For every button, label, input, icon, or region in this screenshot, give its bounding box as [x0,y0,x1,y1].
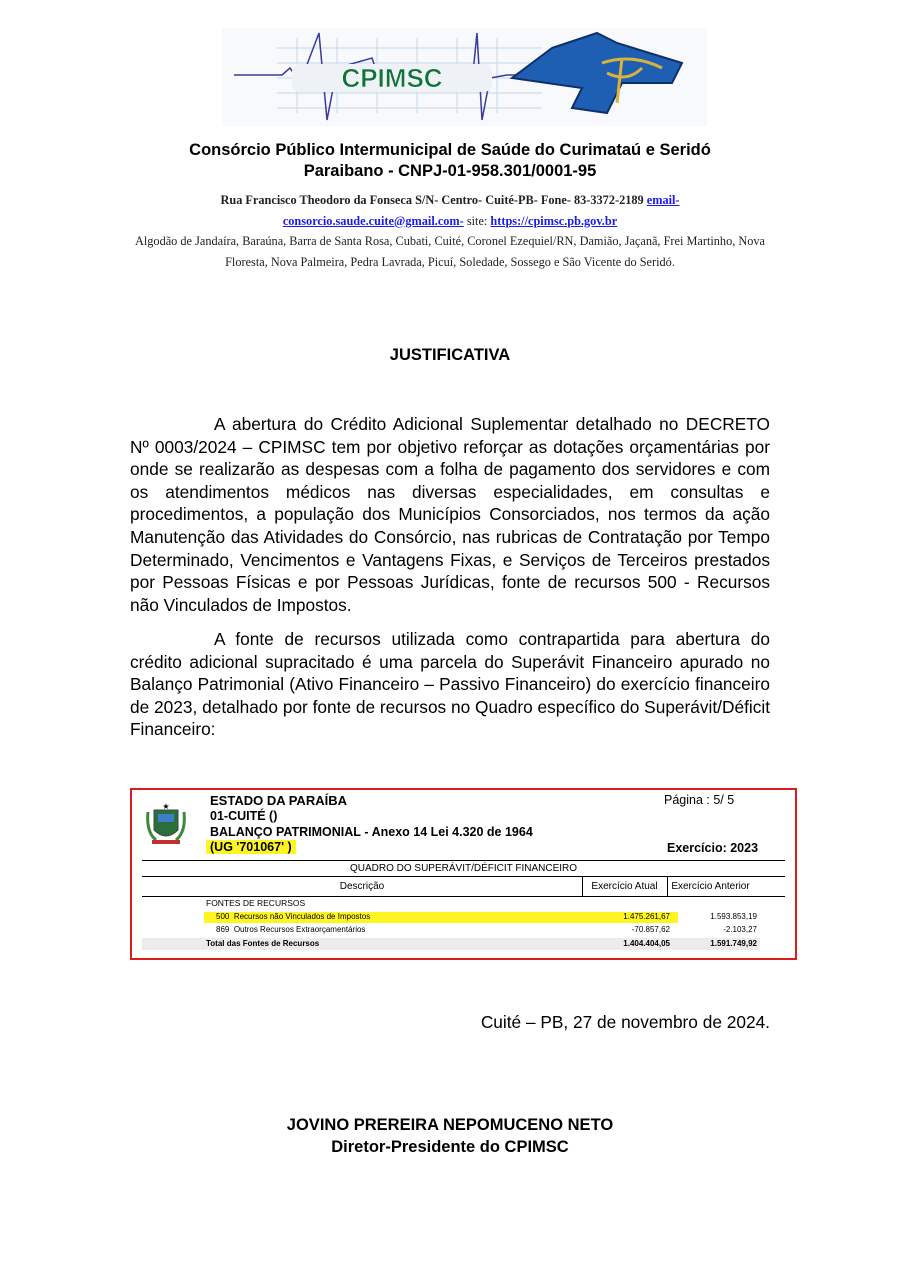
column-header-exercicio-atual: Exercício Atual [591,881,658,892]
total-atual: 1.404.404,05 [623,939,670,948]
balance-sheet-excerpt [130,788,797,960]
email-link[interactable]: email- [646,193,680,207]
table-section-title: QUADRO DO SUPERÁVIT/DÉFICIT FINANCEIRO [349,863,578,874]
org-line-1: Consórcio Público Intermunicipal de Saúde do Curimataú e Seridó [189,141,711,159]
row-869-anterior: -2.103,27 [723,925,757,934]
date-line: Cuité – PB, 27 de novembro de 2024. [480,1012,770,1032]
email-link-continued[interactable]: consorcio.saude.cuite@gmail.com- [282,213,464,228]
cpimsc-logo [222,28,707,126]
table-row: 869 Outros Recursos Extraorçamentários [216,925,366,934]
address-block [130,190,770,272]
total-label: Total das Fontes de Recursos [206,939,320,948]
row-500-anterior: 1.593.853,19 [710,912,757,921]
table-exercise: Exercício: 2023 [667,841,759,855]
table-entity: 01-CUITÉ () [210,809,278,823]
organization-name [130,140,770,182]
signatory-role: Diretor-Presidente do CPIMSC [331,1138,569,1156]
table-row: 500 Recursos não Vinculados de Impostos [216,912,371,921]
table-group-label: FONTES DE RECURSOS [206,898,306,908]
site-link[interactable]: https://cpimsc.pb.gov.br [490,213,618,228]
column-header-exercicio-anterior: Exercício Anterior [671,881,750,892]
table-page: Página : 5/ 5 [664,793,735,807]
paragraph-1: A abertura do Crédito Adicional Suplementar detalhado no DECRETO Nº 0003/2024 – CPIMSC tem por objetivo reforçar as dotações orçamentárias por onde se realizarão as despesas com a folha de pagamento dos servidores e com os atendimentos médicos nas diversas especialidades, em consultas e procedimentos, a população dos Municípios Consorciados, nos termos da ação Manutenção das Atividades do Consórcio, nas rubricas de Contratação por Tempo Determinado, Vencimentos e Vantagens Fixas, e Serviços de Terceiros prestados por Pessoas Físicas e por Pessoas Jurídicas, fonte de recursos 500 - Recursos não Vinculados de Impostos. [130,414,770,615]
paragraph-2: A fonte de recursos utilizada como contrapartida para abertura do crédito adicional supracitado é uma parcela do Superávit Financeiro apurado no Balanço Patrimonial (Ativo Financeiro – Passivo Financeiro) do exercício financeiro de 2023, detalhado por fonte de recursos no Quadro específico do Superávit/Déficit Financeiro: [130,629,770,740]
table-state: ESTADO DA PARAÍBA [210,793,347,808]
state-coat-of-arms-icon [146,802,186,846]
column-header-descricao: Descrição [339,881,385,892]
table-report: BALANÇO PATRIMONIAL - Anexo 14 Lei 4.320 de 1964 [210,825,533,839]
svg-text:★: ★ [162,802,170,811]
municipalities: Algodão de Jandaíra, Baraúna, Barra de Santa Rosa, Cubati, Cuité, Coronel Ezequiel/RN, Damião, Jaçanã, Frei Martinho, Nova Floresta, Nova Palmeira, Pedra Lavrada, Picuí, Soledade, Sossego e São Vicente do Seridó. [134,234,766,269]
address: Rua Francisco Theodoro da Fonseca S/N- Centro- Cuité-PB- Fone- 83-3372-2189 [220,193,644,207]
document-title: JUSTIFICATIVA [389,346,511,364]
site-label: site: [466,213,488,228]
total-anterior: 1.591.749,92 [710,939,757,948]
signatory-name: JOVINO PREREIRA NEPOMUCENO NETO [286,1116,614,1134]
table-ug: (UG '701067' ) [206,840,296,854]
org-cnpj: Paraibano - CNPJ-01-958.301/0001-95 [303,162,597,180]
row-500-atual: 1.475.261,67 [623,912,670,921]
signature-block [130,1114,770,1158]
row-869-atual: -70.857,62 [631,925,670,934]
svg-text:CPIMSC: CPIMSC [341,63,443,93]
